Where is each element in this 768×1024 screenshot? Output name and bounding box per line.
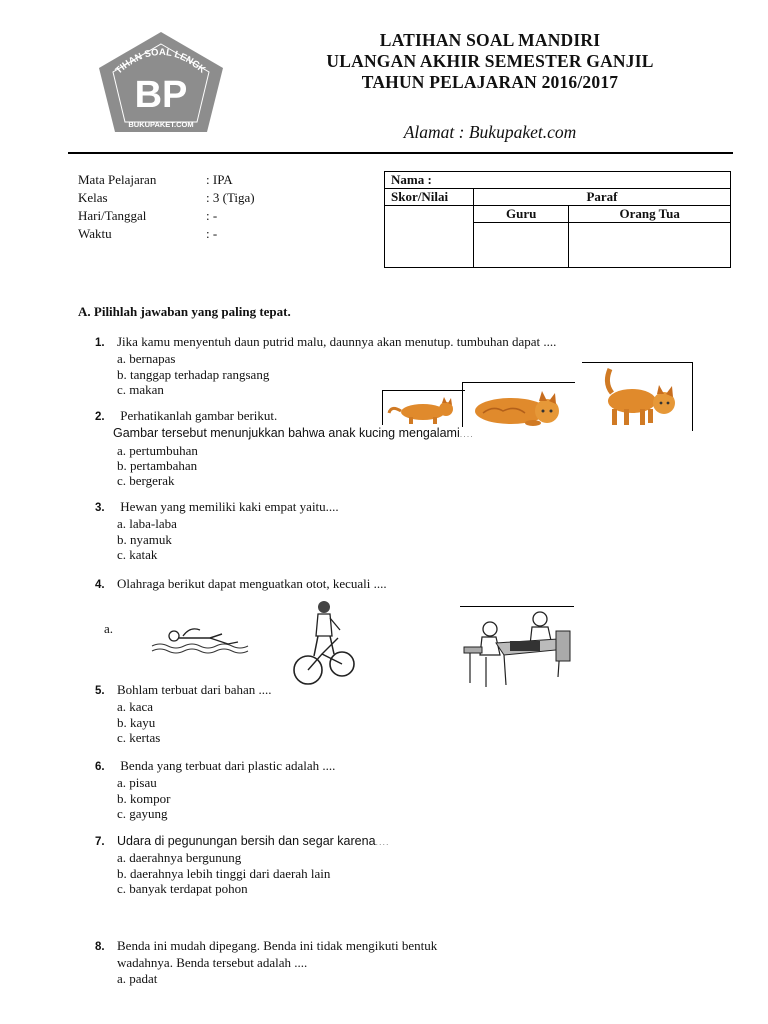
- option[interactable]: a. pisau: [117, 775, 157, 791]
- option[interactable]: b. kompor: [117, 790, 171, 806]
- option[interactable]: a. bernapas: [117, 351, 176, 367]
- question-1: 1. Jika kamu menyentuh daun putrid malu, daunnya akan menutup. tumbuhan dapat .... a. bernapas b. tanggap terhadap rangsang c. makan: [95, 334, 557, 397]
- title-line-3: TAHUN PELAJARAN 2016/2017: [361, 72, 619, 92]
- info-row: [78, 189, 255, 207]
- info-label: Hari/Tanggal: [78, 208, 147, 223]
- score-header: Skor/Nilai: [385, 189, 474, 206]
- info-value: : -: [206, 208, 218, 223]
- swimmer-image: [150, 620, 250, 656]
- info-row: [78, 207, 255, 225]
- bukupaket-logo: [95, 30, 227, 134]
- question-7: 7. Udara di pegunungan bersih dan segar karena.... a. daerahnya bergunung b. daerahnya lebih tinggi dari daerah lain c. banyak terdapat pohon: [95, 834, 390, 896]
- question-3: 3. Hewan yang memiliki kaki empat yaitu.... a. laba-laba b. nyamuk c. katak: [95, 499, 339, 562]
- option[interactable]: c. kertas: [117, 729, 161, 745]
- info-value: : 3 (Tiga): [206, 190, 255, 205]
- header-divider: [68, 152, 733, 154]
- question-2: 2. Perhatikanlah gambar berikut. Gambar tersebut menunjukkan bahwa anak kucing mengalami.... a. pertumbuhan b. pertambahan c. bergerak: [95, 408, 474, 489]
- guru-signature-cell[interactable]: [474, 223, 569, 268]
- question-6: 6. Benda yang terbuat dari plastic adalah .... a. pisau b. kompor c. gayung: [95, 758, 336, 821]
- logo-top-text: TIHAN SOAL LENGK: [113, 46, 208, 77]
- option[interactable]: c. katak: [117, 546, 158, 562]
- score-table: [384, 171, 731, 268]
- option[interactable]: a. pertumbuhan: [117, 442, 198, 458]
- guru-header: Guru: [474, 206, 569, 223]
- info-row: [78, 225, 255, 243]
- info-value: : -: [206, 226, 218, 241]
- title-line-1: LATIHAN SOAL MANDIRI: [379, 30, 601, 50]
- info-label: Kelas: [78, 190, 108, 205]
- score-value-cell[interactable]: [385, 206, 474, 268]
- logo-initials: BP: [134, 74, 188, 116]
- logo-bottom-text: BUKUPAKET.COM: [128, 120, 194, 129]
- option[interactable]: c. bergerak: [117, 473, 175, 489]
- question-5: 5. Bohlam terbuat dari bahan .... a. kaca b. kayu c. kertas: [95, 682, 272, 745]
- option[interactable]: b. daerahnya lebih tinggi dari daerah lain: [117, 865, 331, 881]
- paraf-header: Paraf: [474, 189, 731, 206]
- option[interactable]: b. nyamuk: [117, 531, 172, 547]
- option[interactable]: a. laba-laba: [117, 516, 177, 532]
- option[interactable]: a. padat: [117, 970, 158, 986]
- option[interactable]: c. makan: [117, 381, 164, 397]
- question-8: 8. Benda ini mudah dipegang. Benda ini tidak mengikuti bentuk wadahnya. Benda tersebut adalah .... a. padat: [95, 938, 438, 986]
- kitten-image-large: [582, 362, 693, 431]
- address: Alamat : Bukupaket.com: [403, 122, 577, 142]
- option[interactable]: c. gayung: [117, 805, 168, 821]
- option[interactable]: b. kayu: [117, 714, 156, 730]
- section-heading: A. Pilihlah jawaban yang paling tepat.: [78, 304, 291, 319]
- name-cell[interactable]: Nama :: [385, 172, 731, 189]
- parent-header: Orang Tua: [569, 206, 731, 223]
- question-text-continued: wadahnya. Benda tersebut adalah ....: [117, 955, 308, 971]
- option[interactable]: a.: [104, 621, 114, 636]
- option[interactable]: b. tanggap terhadap rangsang: [117, 366, 270, 382]
- kitten-image-medium: [462, 382, 575, 427]
- title-line-2: ULANGAN AKHIR SEMESTER GANJIL: [326, 51, 654, 71]
- question-4: 4. Olahraga berikut dapat menguatkan otot, kecuali ....: [95, 576, 387, 591]
- info-label: Waktu: [78, 226, 112, 241]
- info-label: Mata Pelajaran: [78, 172, 157, 187]
- chess-players-image: [460, 606, 574, 691]
- student-info: [78, 171, 255, 243]
- document-title: [300, 30, 680, 93]
- option[interactable]: a. kaca: [117, 699, 154, 715]
- option[interactable]: c. banyak terdapat pohon: [117, 880, 248, 896]
- option[interactable]: a. daerahnya bergunung: [117, 850, 242, 866]
- info-row: [78, 171, 255, 189]
- option[interactable]: b. pertambahan: [117, 457, 198, 473]
- cyclist-image: [292, 598, 356, 688]
- parent-signature-cell[interactable]: [569, 223, 731, 268]
- info-value: : IPA: [206, 172, 233, 187]
